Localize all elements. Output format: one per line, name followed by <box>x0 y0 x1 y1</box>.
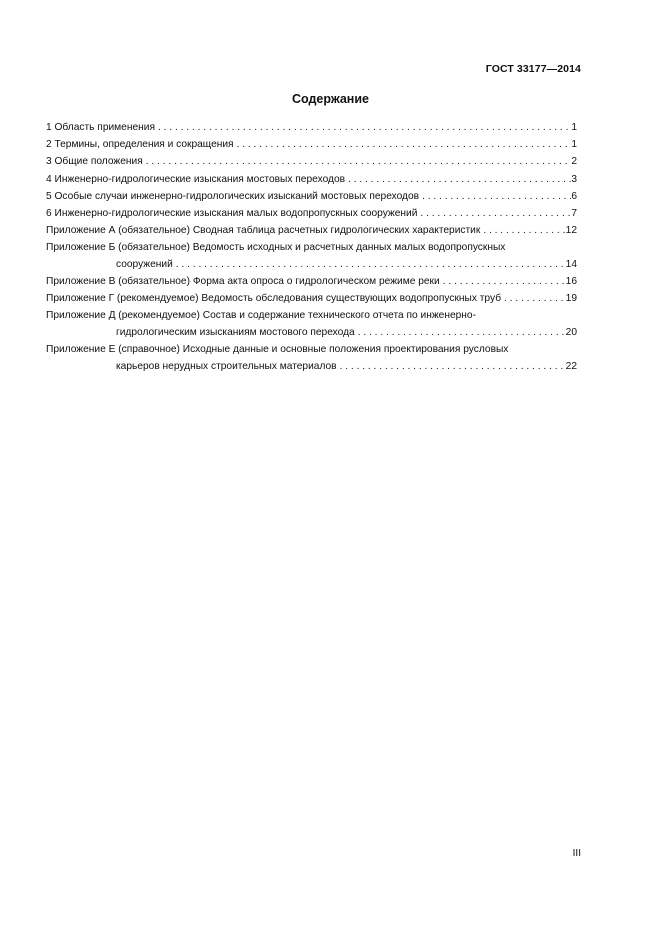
toc-page-number: 22 <box>565 360 577 372</box>
page-title: Содержание <box>291 92 369 106</box>
toc-entry-title: Приложение Г (рекомендуемое) Ведомость обследования существующих водопропускных труб <box>46 293 502 305</box>
toc-leader-dots <box>419 189 571 206</box>
toc-page-number: 12 <box>565 225 577 237</box>
toc-entry-appendix-v[interactable] <box>46 274 577 291</box>
toc-leader-dots <box>143 154 572 171</box>
page-number: III <box>572 848 581 859</box>
toc-entry-appendix-d[interactable] <box>46 308 577 341</box>
toc-entry-1[interactable] <box>46 120 577 137</box>
toc-page-number: 6 <box>571 190 577 202</box>
toc-page-number: 1 <box>571 122 577 133</box>
toc-page-number: 16 <box>565 276 577 288</box>
toc-leader-dots <box>337 359 566 376</box>
toc-entry-title: 1 Область применения <box>46 122 155 133</box>
toc-entry-4[interactable] <box>46 172 577 189</box>
toc-entry-title: 6 Инженерно-гидрологические изыскания малых водопропускных сооружений <box>46 207 418 219</box>
toc-entry-title-line2: сооружений <box>116 258 173 270</box>
toc-entry-appendix-a[interactable] <box>46 223 577 240</box>
document-id: ГОСТ 33177—2014 <box>485 63 581 75</box>
toc-page-number: 2 <box>571 156 577 168</box>
toc-entry-title: 4 Инженерно-гидрологические изыскания мостовых переходов <box>46 173 346 185</box>
toc-entry-title-line1: Приложение Б (обязательное) Ведомость исходных и расчетных данных малых водопропускных <box>46 242 506 254</box>
toc-entry-title-line1: Приложение Д (рекомендуемое) Состав и содержание технического отчета по инженерно- <box>46 310 476 322</box>
toc-leader-dots <box>234 137 572 154</box>
toc-entry-title-line1: Приложение Е (справочное) Исходные данные и основные положения проектирования русловых <box>46 344 509 356</box>
toc-leader-dots <box>417 206 571 223</box>
table-of-contents <box>46 120 577 376</box>
toc-leader-dots <box>173 257 566 274</box>
toc-leader-dots <box>501 291 566 308</box>
toc-entry-title-line2: гидрологическим изысканиям мостового перехода <box>116 327 355 339</box>
toc-entry-6[interactable] <box>46 206 577 223</box>
toc-leader-dots <box>355 325 566 342</box>
toc-page-number: 1 <box>571 139 577 151</box>
toc-entry-appendix-b[interactable] <box>46 240 577 273</box>
toc-leader-dots <box>345 172 571 189</box>
toc-entry-3[interactable] <box>46 154 577 171</box>
toc-entry-title: Приложение А (обязательное) Сводная таблица расчетных гидрологических характеристик <box>46 225 481 237</box>
toc-entry-appendix-e[interactable] <box>46 342 577 375</box>
toc-page-number: 7 <box>571 207 577 219</box>
toc-entry-5[interactable] <box>46 189 577 206</box>
toc-entry-title: Приложение В (обязательное) Форма акта опроса о гидрологическом режиме реки <box>46 276 440 288</box>
toc-entry-2[interactable] <box>46 137 577 154</box>
toc-page-number: 14 <box>565 258 577 270</box>
toc-page-number: 20 <box>565 327 577 339</box>
toc-entry-title: 3 Общие положения <box>46 156 143 168</box>
toc-entry-title: 2 Термины, определения и сокращения <box>46 139 234 151</box>
toc-entry-appendix-g[interactable] <box>46 291 577 308</box>
toc-entry-title: 5 Особые случаи инженерно-гидрологических изысканий мостовых переходов <box>46 190 420 202</box>
toc-leader-dots <box>440 274 566 291</box>
toc-leader-dots <box>480 223 565 240</box>
toc-page-number: 19 <box>565 293 577 305</box>
toc-entry-title-line2: карьеров нерудных строительных материалов <box>116 360 337 372</box>
toc-page-number: 3 <box>571 173 577 185</box>
toc-leader-dots <box>155 120 571 137</box>
